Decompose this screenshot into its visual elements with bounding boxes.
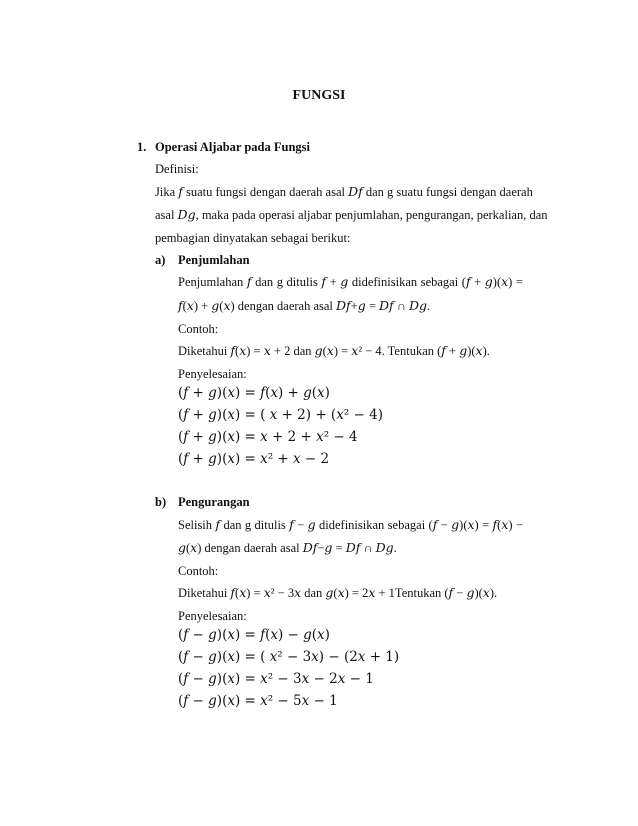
sub-a-step-4: (𝑓 + 𝑔)(𝑥) = 𝑥² + 𝑥 − 2 — [178, 451, 330, 467]
sub-b-example-label: Contoh: — [178, 564, 219, 578]
sub-b-heading: Pengurangan — [178, 495, 250, 509]
definition-line-1: Jika 𝑓 suatu fungsi dengan daerah asal 𝐷𝑓 dan g suatu fungsi dengan daerah — [155, 185, 533, 199]
sub-a-step-1: (𝑓 + 𝑔)(𝑥) = 𝑓(𝑥) + 𝑔(𝑥) — [178, 385, 330, 401]
section-number: 1. — [137, 140, 147, 154]
sub-b-example: Diketahui 𝑓(𝑥) = 𝑥² − 3𝑥 dan 𝑔(𝑥) = 2𝑥 + 1Tentukan (𝑓 − 𝑔)(𝑥). — [178, 586, 498, 600]
sub-b-step-4: (𝑓 − 𝑔)(𝑥) = 𝑥² − 5𝑥 − 1 — [178, 693, 338, 709]
sub-b-step-3: (𝑓 − 𝑔)(𝑥) = 𝑥² − 3𝑥 − 2𝑥 − 1 — [178, 671, 374, 687]
sub-a-solution-label: Penyelesaian: — [178, 367, 247, 381]
sub-b-step-2: (𝑓 − 𝑔)(𝑥) = ( 𝑥² − 3𝑥) − (2𝑥 + 1) — [178, 649, 400, 665]
sub-a-definition-1: Penjumlahan 𝑓 dan g ditulis 𝑓 + 𝑔 didefinisikan sebagai (𝑓 + 𝑔)(𝑥) = — [178, 275, 523, 289]
sub-a-example-label: Contoh: — [178, 322, 219, 336]
section-heading: Operasi Aljabar pada Fungsi — [155, 140, 311, 154]
sub-b-definition-2: 𝑔(𝑥) dengan daerah asal 𝐷𝑓−𝑔 = 𝐷𝑓 ∩ 𝐷𝑔. — [178, 541, 397, 555]
sub-b-step-1: (𝑓 − 𝑔)(𝑥) = 𝑓(𝑥) − 𝑔(𝑥) — [178, 627, 330, 643]
definition-line-2: asal 𝐷𝑔, maka pada operasi aljabar penjumlahan, pengurangan, perkalian, dan — [155, 208, 548, 222]
sub-a-step-3: (𝑓 + 𝑔)(𝑥) = 𝑥 + 2 + 𝑥² − 4 — [178, 429, 358, 445]
definition-label: Definisi: — [155, 162, 199, 176]
sub-b-definition-1: Selisih 𝑓 dan g ditulis 𝑓 − 𝑔 didefinisikan sebagai (𝑓 − 𝑔)(𝑥) = 𝑓(𝑥) − — [178, 518, 523, 532]
sub-b-label: b) — [155, 495, 167, 509]
sub-a-definition-2: 𝑓(𝑥) + 𝑔(𝑥) dengan daerah asal 𝐷𝑓+𝑔 = 𝐷𝑓 ∩ 𝐷𝑔. — [178, 299, 431, 313]
sub-a-heading: Penjumlahan — [178, 253, 250, 267]
sub-a-step-2: (𝑓 + 𝑔)(𝑥) = ( 𝑥 + 2) + (𝑥² − 4) — [178, 407, 383, 423]
sub-a-example: Diketahui 𝑓(𝑥) = 𝑥 + 2 dan 𝑔(𝑥) = 𝑥² − 4. Tentukan (𝑓 + 𝑔)(𝑥). — [178, 344, 490, 358]
definition-line-3: pembagian dinyatakan sebagai berikut: — [155, 231, 351, 245]
sub-a-label: a) — [155, 253, 166, 267]
page-title: FUNGSI — [292, 88, 346, 103]
sub-b-solution-label: Penyelesaian: — [178, 609, 247, 623]
